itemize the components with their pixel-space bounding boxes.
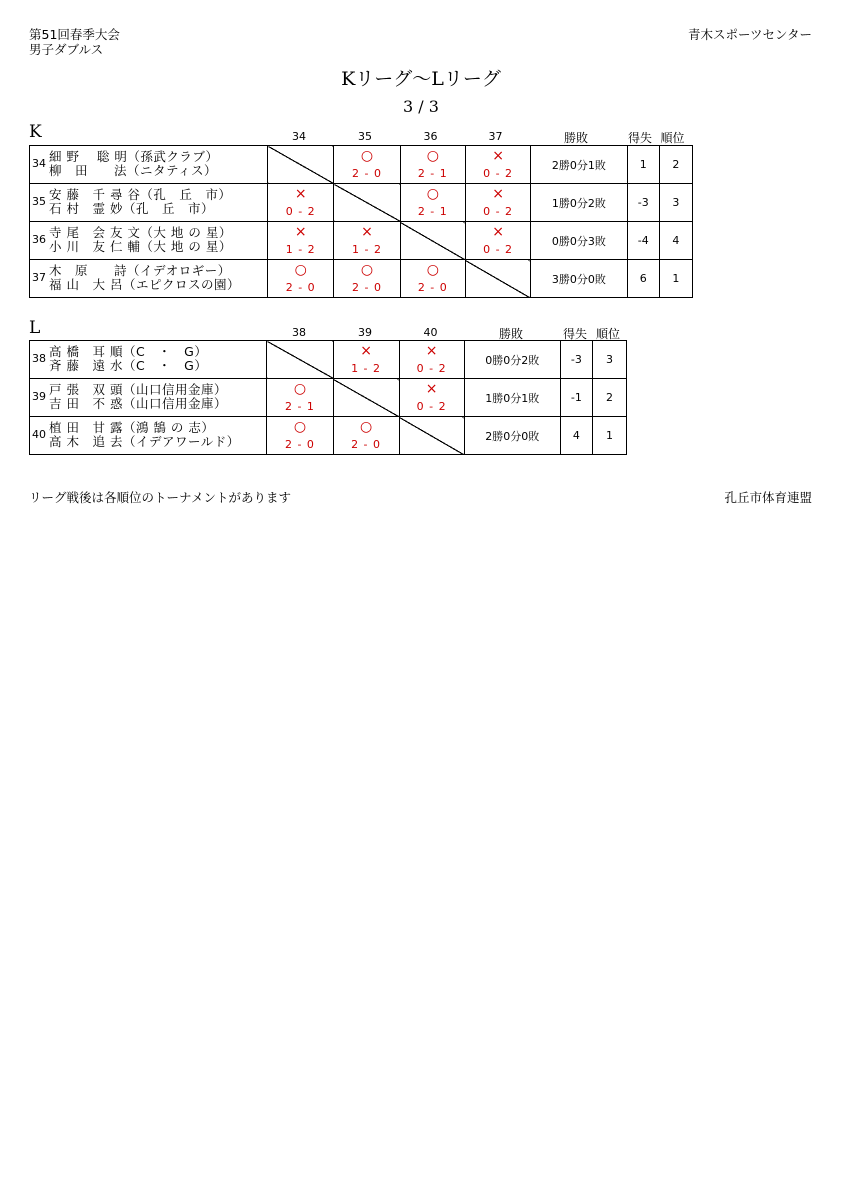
player-cell	[30, 260, 268, 298]
record-cell: 2勝0分1敗	[531, 146, 627, 184]
win-mark: ○	[426, 186, 439, 202]
point-diff-cell: 4	[560, 417, 592, 455]
player-pair	[30, 184, 267, 221]
venue: 青木スポーツセンター	[687, 27, 812, 42]
match-score: 0 - 2	[416, 400, 447, 413]
match-result-cell	[268, 222, 334, 260]
match-score: 1 - 2	[351, 362, 382, 375]
player-pair	[30, 146, 267, 183]
match-score: 1 - 2	[352, 243, 382, 256]
league-l-label: L	[29, 318, 41, 338]
match-score: 2 - 0	[351, 438, 382, 451]
stat-header-record: 勝敗	[498, 327, 523, 341]
win-mark: ○	[360, 148, 374, 164]
rank-cell: 2	[592, 379, 626, 417]
player-name-1: 細 野 聡 明（孫武クラブ）	[49, 149, 219, 164]
loss-mark: ×	[492, 186, 504, 202]
match-result-cell	[333, 417, 399, 455]
player-name-2: 高 木 追 去（イデアワールド）	[49, 434, 240, 449]
entry-number: 34	[32, 157, 46, 170]
self-match-cell	[333, 379, 399, 417]
self-match-cell	[400, 222, 465, 260]
league-k-label: K	[29, 122, 42, 142]
match-result-cell	[333, 341, 399, 379]
match-score: 2 - 0	[352, 167, 382, 180]
match-result-cell	[334, 260, 400, 298]
match-result-cell	[465, 222, 530, 260]
rank-cell: 3	[592, 341, 626, 379]
match-score: 0 - 2	[416, 362, 447, 375]
match-score: 2 - 1	[417, 205, 448, 218]
table-row	[30, 379, 627, 417]
win-mark: ○	[359, 419, 373, 435]
match-score: 0 - 2	[483, 167, 514, 180]
entry-number: 38	[32, 352, 46, 365]
match-score: 0 - 2	[483, 205, 514, 218]
rank-cell: 1	[659, 260, 692, 298]
table-row	[30, 260, 693, 298]
point-diff-cell: -4	[627, 222, 659, 260]
match-score: 0 - 2	[483, 243, 514, 256]
loss-mark: ×	[360, 343, 372, 359]
stat-header-diff: 得失	[627, 131, 652, 145]
player-cell	[30, 341, 267, 379]
footer-note: リーグ戦後は各順位のトーナメントがあります	[29, 490, 292, 505]
point-diff-cell: -1	[560, 379, 592, 417]
stat-header-rank: 順位	[595, 327, 620, 341]
record-cell: 0勝0分3敗	[531, 222, 627, 260]
match-result-cell	[334, 222, 400, 260]
record-cell: 3勝0分0敗	[531, 260, 627, 298]
loss-mark: ×	[492, 224, 504, 240]
player-name-1: 高 橋 耳 順（C ・ G）	[49, 344, 208, 359]
match-score: 1 - 2	[285, 243, 316, 256]
table-row	[30, 222, 693, 260]
col-header-38: 38	[292, 326, 306, 339]
player-pair	[30, 341, 266, 378]
player-name-2: 柳 田 法（ニタティス）	[49, 163, 218, 178]
stat-header-record: 勝敗	[563, 131, 588, 145]
organizer: 孔丘市体育連盟	[724, 490, 812, 505]
player-cell	[30, 417, 267, 455]
event-category: 男子ダブルス	[29, 42, 104, 57]
point-diff-cell: -3	[627, 184, 659, 222]
rank-cell: 2	[659, 146, 692, 184]
point-diff-cell: 1	[627, 146, 659, 184]
match-result-cell	[400, 260, 465, 298]
match-result-cell	[268, 260, 334, 298]
record-cell: 1勝0分1敗	[464, 379, 560, 417]
loss-mark: ×	[361, 224, 373, 240]
loss-mark: ×	[425, 343, 438, 359]
match-score: 2 - 1	[284, 400, 315, 413]
match-score: 2 - 0	[284, 438, 315, 451]
player-name-1: 戸 張 双 頭（山口信用金庫）	[49, 382, 227, 397]
player-cell	[30, 184, 268, 222]
player-pair	[30, 222, 267, 259]
point-diff-cell: -3	[560, 341, 592, 379]
win-mark: ○	[360, 262, 374, 278]
table-row	[30, 146, 693, 184]
entry-number: 36	[32, 233, 46, 246]
col-header-35: 35	[358, 130, 372, 143]
self-match-cell	[267, 341, 333, 379]
loss-mark: ×	[294, 224, 307, 240]
col-header-39: 39	[358, 326, 372, 339]
loss-mark: ×	[425, 381, 438, 397]
match-result-cell	[267, 417, 333, 455]
match-result-cell	[399, 379, 464, 417]
match-score: 2 - 1	[417, 167, 448, 180]
player-name-2: 小 川 友 仁 輔（大 地 の 星）	[49, 239, 232, 254]
match-score: 0 - 2	[285, 205, 316, 218]
col-header-40: 40	[423, 326, 438, 339]
rank-cell: 3	[659, 184, 692, 222]
player-cell	[30, 146, 268, 184]
entry-number: 39	[32, 390, 46, 403]
win-mark: ○	[426, 148, 439, 164]
loss-mark: ×	[294, 186, 307, 202]
league-l-table	[29, 340, 627, 455]
league-k-table	[29, 145, 693, 298]
table-row	[30, 184, 693, 222]
table-row	[30, 341, 627, 379]
match-result-cell	[400, 184, 465, 222]
self-match-cell	[334, 184, 400, 222]
self-match-cell	[465, 260, 530, 298]
point-diff-cell: 6	[627, 260, 659, 298]
player-name-1: 寺 尾 会 友 文（大 地 の 星）	[49, 225, 232, 240]
table-row	[30, 417, 627, 455]
match-result-cell	[267, 379, 333, 417]
match-result-cell	[399, 341, 464, 379]
entry-number: 37	[32, 271, 46, 284]
match-result-cell	[268, 184, 334, 222]
entry-number: 40	[32, 428, 46, 441]
win-mark: ○	[293, 381, 307, 397]
match-result-cell	[465, 184, 530, 222]
event-title: 第51回春季大会	[29, 27, 120, 42]
player-pair	[30, 379, 266, 416]
win-mark: ○	[294, 262, 307, 278]
player-cell	[30, 222, 268, 260]
match-score: 2 - 0	[285, 281, 316, 294]
stat-header-rank: 順位	[660, 131, 685, 145]
win-mark: ○	[293, 419, 307, 435]
match-result-cell	[334, 146, 400, 184]
page-title: Kリーグ～Lリーグ	[341, 68, 501, 90]
player-pair	[30, 260, 267, 297]
match-result-cell	[400, 146, 465, 184]
player-name-1: 安 藤 千 尋 谷（孔 丘 市）	[49, 187, 232, 202]
win-mark: ○	[426, 262, 439, 278]
player-name-2: 石 村 霊 妙（孔 丘 市）	[49, 201, 214, 216]
match-result-cell	[465, 146, 530, 184]
player-name-2: 吉 田 不 惑（山口信用金庫）	[49, 396, 227, 411]
match-score: 2 - 0	[417, 281, 448, 294]
stat-header-diff: 得失	[562, 327, 587, 341]
col-header-36: 36	[423, 130, 438, 143]
self-match-cell	[399, 417, 464, 455]
player-name-2: 福 山 大 呂（エピクロスの園）	[49, 277, 240, 292]
record-cell: 1勝0分2敗	[531, 184, 627, 222]
entry-number: 35	[32, 195, 46, 208]
rank-cell: 1	[592, 417, 626, 455]
player-pair	[30, 417, 266, 454]
col-header-34: 34	[292, 130, 306, 143]
record-cell: 0勝0分2敗	[464, 341, 560, 379]
player-cell	[30, 379, 267, 417]
player-name-1: 木 原 詩（イデオロギー）	[49, 263, 231, 278]
col-header-37: 37	[488, 130, 503, 143]
player-name-2: 斉 藤 遠 水（C ・ G）	[49, 358, 208, 373]
player-name-1: 植 田 甘 露（鴻 鵠 の 志）	[49, 420, 215, 435]
match-score: 2 - 0	[352, 281, 382, 294]
loss-mark: ×	[492, 148, 504, 164]
page-number: 3 / 3	[403, 97, 439, 116]
rank-cell: 4	[659, 222, 692, 260]
record-cell: 2勝0分0敗	[464, 417, 560, 455]
self-match-cell	[268, 146, 334, 184]
